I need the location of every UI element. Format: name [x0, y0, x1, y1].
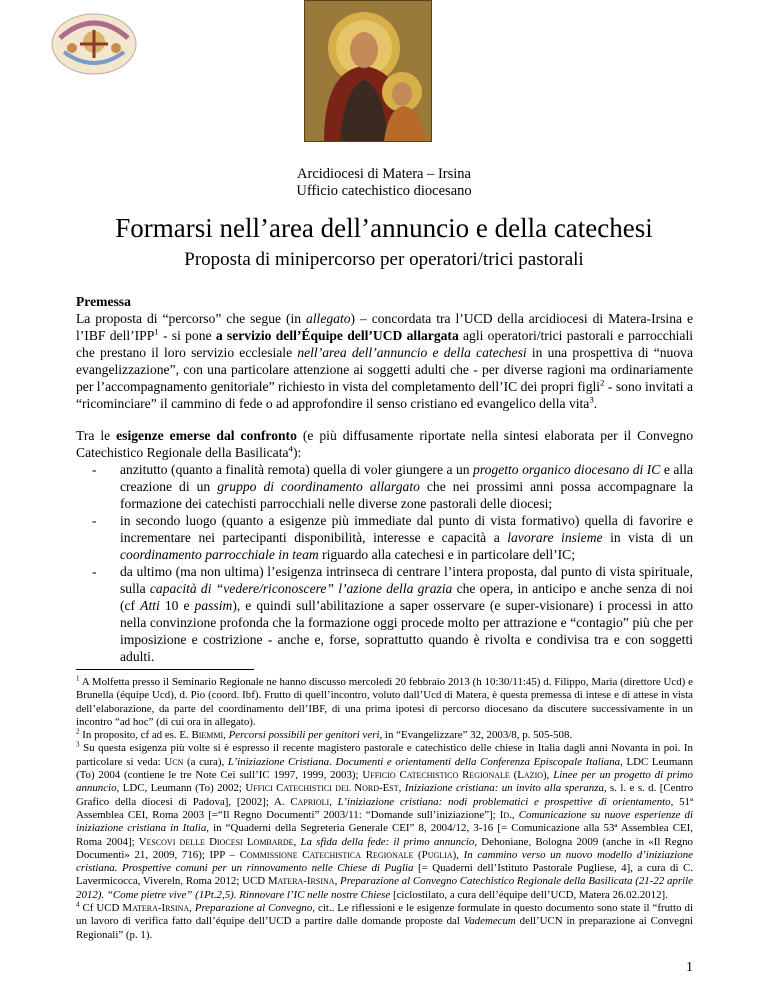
footnote-ref[interactable]: 3	[589, 394, 594, 405]
diocesan-logo-icon	[50, 8, 138, 80]
footnotes	[76, 676, 693, 942]
page-number: 1	[686, 960, 693, 975]
footnote-separator	[76, 669, 254, 670]
madonna-icon	[304, 0, 432, 142]
footnote-ref[interactable]: 1	[154, 326, 159, 337]
footnote-3: $^3$ Su questa esigenza più volte si è espresso il recente magistero pastorale e catechistico delle chiese in Italia dagli anni Novanta in poi. In particolare si veda: Ucn (a cura), L’iniziazione Cristiana. Documenti e orientamenti della Conferenza Episcopale Italiana, LDC Leumann (To) 2004 (contiene le tre Note Cei sull’IC 1997, 1999, 2003); Ufficio Catechistico Regionale (Lazio), Linee per un progetto di primo annuncio, LDC, Leumann (To) 2002; Uffici Catechistici del Nord-Est, Iniziazione cristiana: un invito alla speranza, s. l. e s. d. [Centro Grafico della diocesi di Padova], [2002]; A. Caprioli, L’iniziazione cristiana: nodi problematici e prospettive di orientamento, 51ª Assemblea CEI, Roma 2003 [=“Il Regno Documenti” 2003/11: “Domande sull’iniziazione”]; Id., Comunicazione su nuove esperienze di iniziazione cristiana in Italia, in “Quaderni della Segreteria Generale CEI” 8, 2004/12, 3-16 [= Comunicazione alla 53ª Assemblea CEI, Roma 2004]; Vescovi delle Diocesi Lombarde, La sfida della fede: il primo annuncio, Dehoniane, Bologna 2009 (anche in «Il Regno Documenti» 21, 2009, 716); IPP – Commissione Catechistica Regionale (Puglia), In cammino verso un nuovo modello d’iniziazione cristiana. Prospettive comuni per un rinnovamento nelle Chiese di Puglia [= Quaderni dell’Istituto Pastorale Pugliese, 4], a cura di C. Lavermicocca, Vivereln, Roma 2012; UCD Matera-Irsina, Preparazione al Convegno Catechistico Regionale della Basilicata (21-22 aprile 2012). “Come pietre vive” (1Pt.2,5). Rinnovare l’IC nelle nostre Chiese [ciclostilato, a cura dell’équipe dell’UCD, Matera 26.02.2012].	[76, 740, 694, 901]
footnote-ref[interactable]: 4	[288, 443, 293, 454]
footnote-4: $^4$ Cf UCD Matera-Irsina, Preparazione al Convegno, cit.. Le riflessioni e le esigenze formulate in questo documento sono state il “frutto di un lavoro di verifica fatto dall’équipe dell’UCD a partire dalle domande proposte dal Vademecum dell’UCN in preparazione ai Convegni Regionali” (p. 1).	[76, 900, 694, 941]
list-item: - da ultimo (ma non ultima) l’esigenza intrinseca di centrare l’intera proposta, dal punto di vista spirituale, sulla capacità di “vedere/riconoscere” l’azione della grazia che opera, in anticipo e anche senza di noi (cf Atti 10 e passim), e quindi sull’abilitazione a saper osservare (e super-visionare) i processi in atto nella convinzione profonda che la formazione oggi procede molto per attrazione e “contagio” più che per imposizione e costrizione - anche e, forse, soprattutto quando è rivolta e condivisa tra e con soggetti adulti.	[92, 564, 693, 664]
list-item: - in secondo luogo (quanto a esigenze più immediate dal punto di vista formativo) quella di favorire e incrementare nei partecipanti disponibilità, interesse e capacità a lavorare insieme in vista di un coordinamento parrocchiale in team riguardo alla catechesi e in particolare dell’IC;	[92, 513, 693, 562]
footnote-2: $^2$ In proposito, cf ad es. E. Biemmi, Percorsi possibili per genitori veri, in “Evangelizzare” 32, 2003/8, p. 505-508.	[76, 727, 573, 742]
document-title: Formarsi nell’area dell’annuncio e della catechesi	[115, 213, 653, 243]
paragraph-premessa: La proposta di “percorso” che segue (in allegato) – concordata tra l’UCD della arcidiocesi di Matera-Irsina e l’IBF dell’IPP$^1$ - si pone a servizio dell’Équipe dell’UCD allargata agli operatori/trici pastorali e parrocchiali che prestano il loro servizio ecclesiale nell’area dell’annuncio e della catechesi in una prospettiva di “nuova evangelizzazione”, con una particolare attenzione ai soggetti adulti che - per diverse ragioni ma ordinariamente per l’accompagnamento genitoriale” richiesto in vista del completamento dell’IC dei propri figli$^2$ - sono invitati a “ricominciare” il cammino di fede o ad approfondire il senso cristiano ed evangelico della vita$^3$.	[76, 311, 693, 411]
main-content	[76, 293, 693, 665]
document-subtitle: Proposta di minipercorso per operatori/trici pastorali	[184, 249, 584, 270]
esigenze-list	[76, 461, 693, 665]
section-heading: Premessa	[76, 294, 131, 309]
header-line-2: Ufficio catechistico diocesano	[296, 183, 472, 199]
list-item: - anzitutto (quanto a finalità remota) quella di voler giungere a un progetto organico diocesano di IC e alla creazione di un gruppo di coordinamento allargato che nei prossimi anni possa accompagnare la formazione dei catechisti parrocchiali nelle diverse zone pastorali delle diocesi;	[92, 462, 693, 511]
footnote-ref[interactable]: 2	[600, 377, 605, 388]
footnote-1: $^1$ A Molfetta presso il Seminario Regionale ne hanno discusso mercoledì 20 febbraio 2013 (h 10:30/11:45) d. Filippo, Maria (direttore Ucd) e Brunella (équipe Ucd), d. Pio (coord. Ibf). Frutto di quell’incontro, voluto dall’Ucd di Matera, è questa premessa di intese e di attese in vista dell’elaborazione, da parte del coordinamento dell’IBF, di una prima ipotesi di percorso diocesano da discutere successivamente in un incontro “ad hoc” (di cui ora in allegato).	[76, 674, 693, 728]
paragraph-esigenze: Tra le esigenze emerse dal confronto (e più diffusamente riportate nella sintesi elaborata per il Convegno Catechistico Regionale della Basilicata$^4$):	[76, 428, 693, 460]
header-line-1: Arcidiocesi di Matera – Irsina	[297, 166, 471, 182]
header	[0, 166, 768, 200]
